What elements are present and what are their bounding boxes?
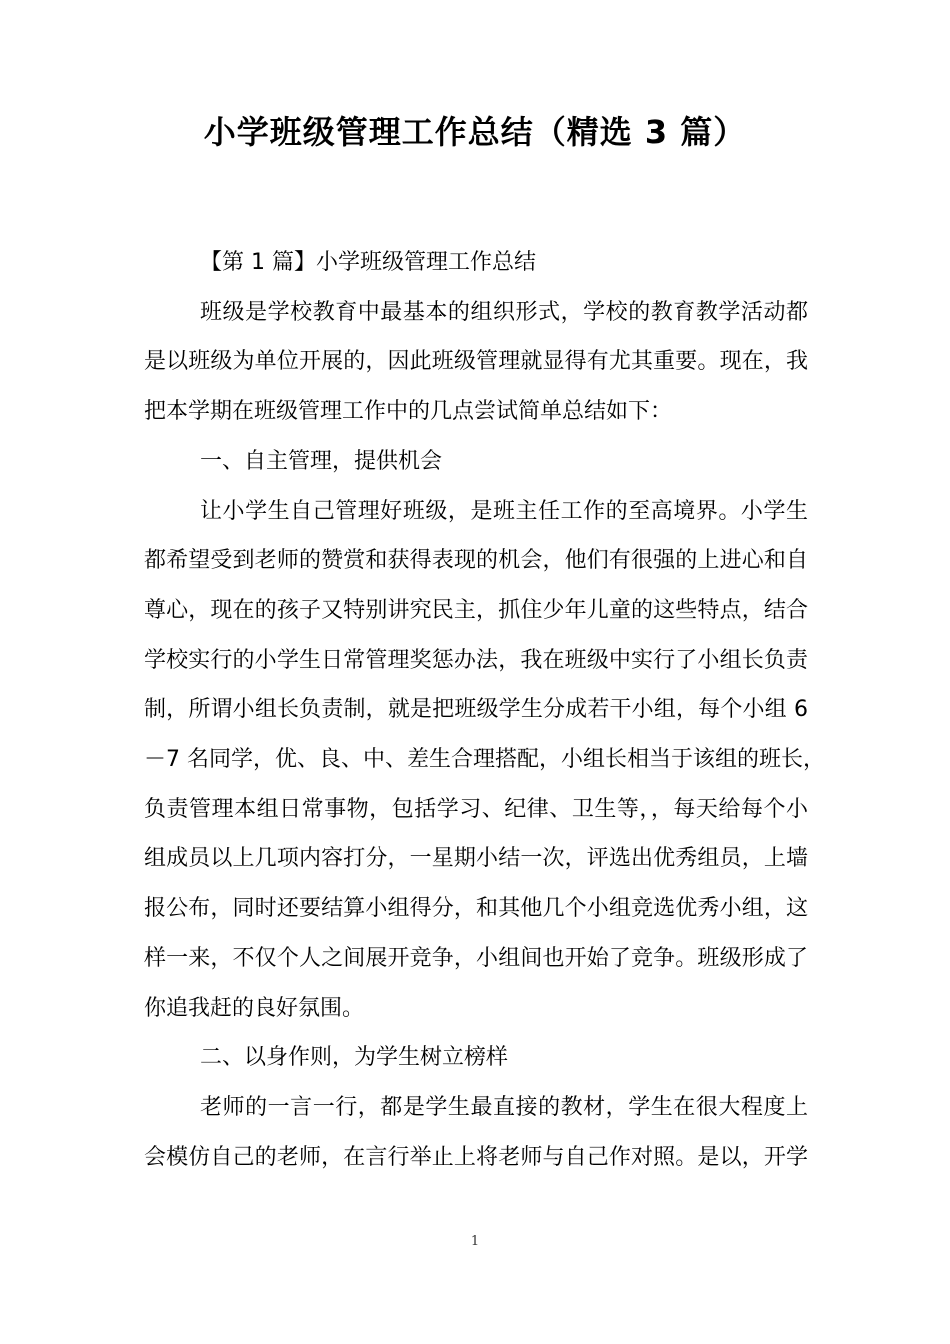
paragraph-line: 制，所谓小组长负责制，就是把班级学生分成若干小组，每个小组 6 <box>144 697 808 723</box>
paragraph-line: 报公布，同时还要结算小组得分，和其他几个小组竞选优秀小组，这 <box>144 896 808 922</box>
paragraph-line: 尊心，现在的孩子又特别讲究民主，抓住少年儿童的这些特点，结合 <box>144 597 808 623</box>
paragraph-line: 班级是学校教育中最基本的组织形式，学校的教育教学活动都 <box>200 299 808 325</box>
paragraph-line: 会模仿自己的老师，在言行举止上将老师与自己作对照。是以，开学 <box>144 1144 808 1170</box>
document-body <box>144 238 825 1182</box>
subheading-2: 二、以身作则，为学生树立榜样 <box>200 1045 509 1071</box>
paragraph <box>144 487 825 1034</box>
paragraph-line: 是以班级为单位开展的，因此班级管理就显得有尤其重要。现在，我 <box>144 349 808 375</box>
paragraph-line: 把本学期在班级管理工作中的几点尝试简单总结如下： <box>144 399 673 425</box>
paragraph-line: 让小学生自己管理好班级，是班主任工作的至高境界。小学生 <box>200 498 808 524</box>
paragraph-line: 组成员以上几项内容打分，一星期小结一次，评选出优秀组员，上墙 <box>144 846 808 872</box>
paragraph-line: 样一来，不仅个人之间展开竞争，小组间也开始了竞争。班级形成了 <box>144 945 808 971</box>
paragraph-line: 老师的一言一行，都是学生最直接的教材，学生在很大程度上 <box>200 1094 808 1120</box>
paragraph-line: 都希望受到老师的赞赏和获得表现的机会，他们有很强的上进心和自 <box>144 548 808 574</box>
paragraph-line: 你追我赶的良好氛围。 <box>144 995 365 1021</box>
paragraph-line: 负责管理本组日常事物，包括学习、纪律、卫生等，，每天给每个小 <box>144 796 808 822</box>
paragraph <box>144 288 808 437</box>
page-number: 1 <box>470 1234 480 1249</box>
document-title: 小学班级管理工作总结（精选 3 篇） <box>203 113 747 151</box>
section-heading: 【第 1 篇】小学班级管理工作总结 <box>200 250 536 275</box>
paragraph-line: 学校实行的小学生日常管理奖惩办法，我在班级中实行了小组长负责 <box>144 647 808 673</box>
paragraph <box>144 1083 808 1182</box>
paragraph-line: －7 名同学，优、良、中、差生合理搭配，小组长相当于该组的班长， <box>144 747 825 773</box>
subheading-1: 一、自主管理，提供机会 <box>200 448 443 474</box>
